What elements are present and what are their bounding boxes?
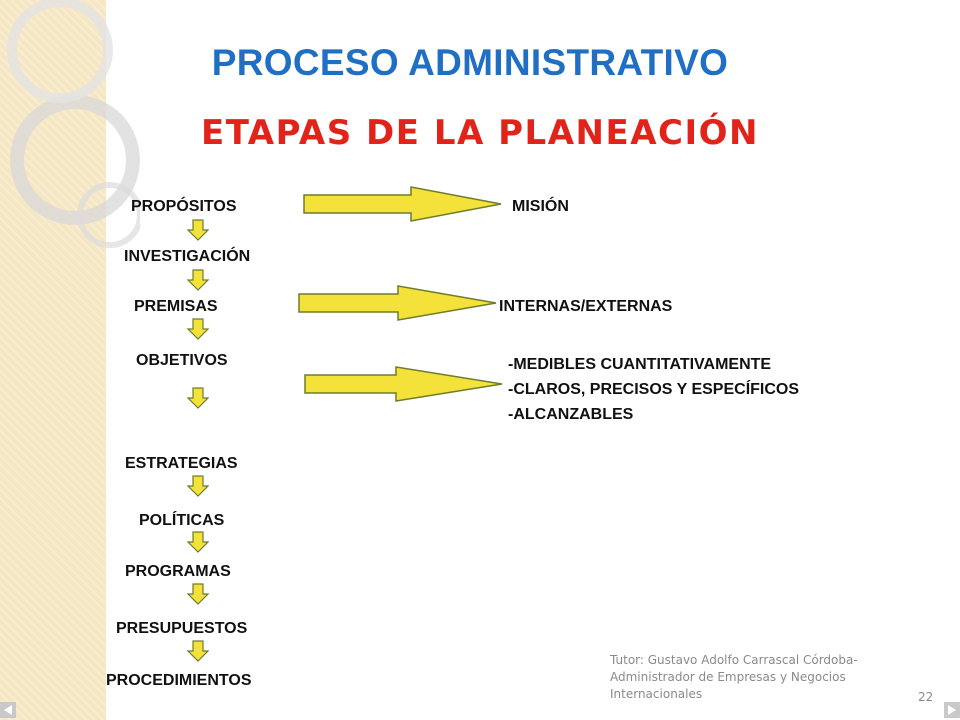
step-procedimientos: PROCEDIMIENTOS	[106, 672, 252, 689]
result-internas-externas: INTERNAS/EXTERNAS	[499, 298, 673, 315]
down-arrow-icon	[187, 387, 209, 409]
right-arrow-icon	[303, 186, 503, 222]
step-estrategias: ESTRATEGIAS	[125, 455, 238, 472]
decorative-rings	[0, 0, 140, 260]
page-title: PROCESO ADMINISTRATIVO	[211, 42, 729, 83]
triangle-left-icon	[2, 704, 14, 716]
step-premisas: PREMISAS	[134, 298, 218, 315]
down-arrow-icon	[187, 531, 209, 553]
footer-credit: Tutor: Gustavo Adolfo Carrascal Córdoba- Administrador de Empresas y Negocios Internacionales	[610, 653, 858, 701]
step-politicas: POLÍTICAS	[139, 512, 225, 529]
down-arrow-icon	[187, 219, 209, 241]
right-arrow-icon	[298, 285, 498, 321]
next-slide-button[interactable]	[944, 702, 960, 718]
previous-slide-button[interactable]	[0, 702, 16, 718]
list-item: -ALCANZABLES	[508, 406, 634, 423]
down-arrow-icon	[187, 583, 209, 605]
list-item: -MEDIBLES CUANTITATIVAMENTE	[508, 356, 772, 373]
triangle-right-icon	[946, 704, 958, 716]
down-arrow-icon	[187, 475, 209, 497]
result-mision: MISIÓN	[512, 198, 569, 215]
page-subtitle: ETAPAS DE LA PLANEACIÓN	[201, 113, 759, 153]
list-item: -CLAROS, PRECISOS Y ESPECÍFICOS	[508, 381, 800, 398]
down-arrow-icon	[187, 318, 209, 340]
step-programas: PROGRAMAS	[125, 563, 231, 580]
down-arrow-icon	[187, 640, 209, 662]
step-investigacion: INVESTIGACIÓN	[124, 248, 251, 265]
right-arrow-icon	[304, 366, 504, 402]
step-objetivos: OBJETIVOS	[136, 352, 228, 369]
down-arrow-icon	[187, 269, 209, 291]
page-number: 22	[918, 690, 934, 704]
step-propositos: PROPÓSITOS	[131, 198, 237, 215]
step-presupuestos: PRESUPUESTOS	[116, 620, 248, 637]
objetivos-characteristics-list	[508, 352, 799, 427]
